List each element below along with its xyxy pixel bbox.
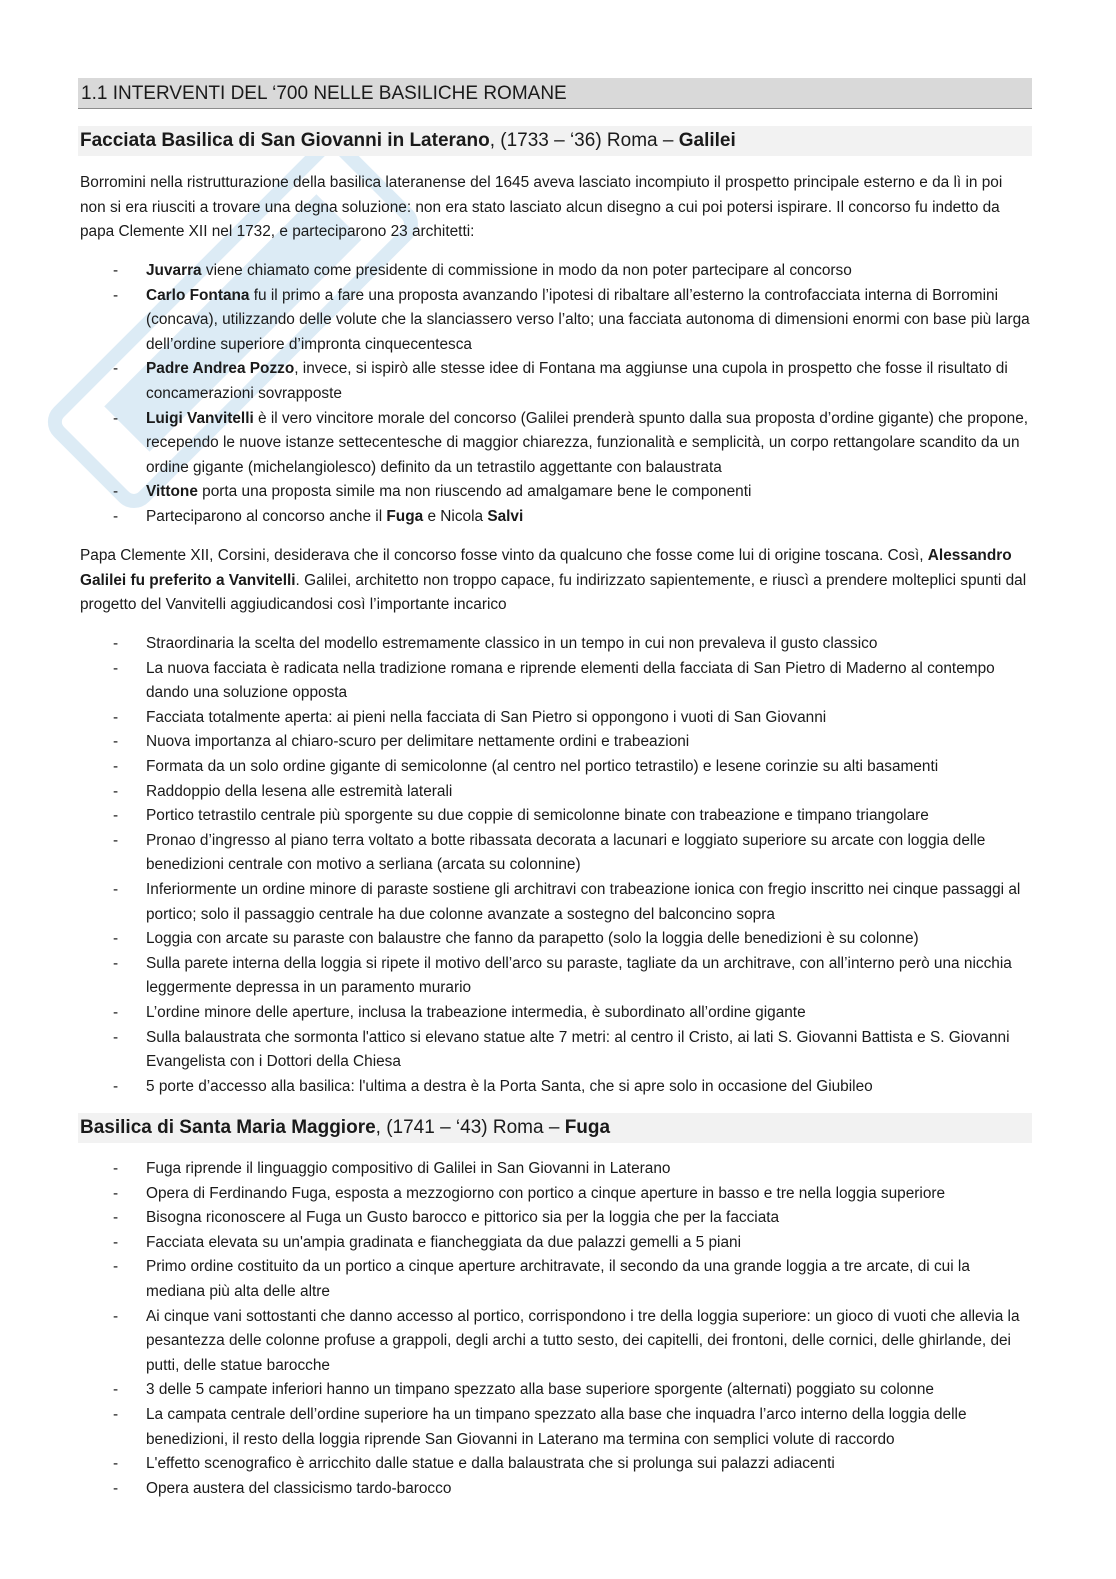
list-item: - 5 porte d’accesso alla basilica: l'ultima a destra è la Porta Santa, che si apre solo in occasione del Giubileo xyxy=(80,1075,1032,1100)
architect-name: Fuga xyxy=(386,507,424,525)
list-item xyxy=(80,357,1032,406)
paragraph-emphasis: Alessandro Galilei fu preferito a Vanvitelli xyxy=(80,547,1012,589)
paragraph-text: Papa Clemente XII, Corsini, desiderava che il concorso fosse vinto da qualcuno che fosse come lui di origine toscana. Così, xyxy=(80,547,928,564)
intro-paragraph: Borromini nella ristrutturazione della basilica lateranense del 1645 aveva lasciato incompiuto il prospetto principale esterno e da lì in poi non si era riusciti a trovare una degna soluzione: non era stato lasciato alcun disegno a cui poi potersi ispirare. Il concorso fu indetto da papa Clemente XII nel 1732, e parteciparono 23 architetti: xyxy=(80,174,1003,241)
list-item: - Facciata elevata su un'ampia gradinata e fiancheggiata da due palazzi gemelli a 5 piani xyxy=(80,1231,1032,1256)
section-dates: , (1741 – ‘43) Roma – xyxy=(375,1117,565,1138)
architect-name: Salvi xyxy=(487,507,524,525)
architect-name: Juvarra xyxy=(146,262,202,279)
section-heading-san-giovanni xyxy=(78,126,1032,156)
list-item: - Pronao d’ingresso al piano terra voltato a botte ribassata decorata a lacunari e loggiato superiore su arcate con loggia delle benedizioni centrale con motivo a serliana (arcata su colonnine) xyxy=(80,829,1032,878)
list-item: - La campata centrale dell’ordine superiore ha un timpano spezzato alla base che inquadra l’arco interno della loggia delle benedizioni, il resto della loggia riprende San Giovanni in Laterano ma termina con semplici volute di raccordo xyxy=(80,1403,1032,1452)
architects-list xyxy=(80,259,1032,530)
architect-text: è il vero vincitore morale del concorso (Galilei prenderà spunto dalla sua proposta d’ordine gigante) che propone, recependo le nuove istanze settecentesche di maggior chiarezza, funzionalità e semplicità, un corpo rettangolare scandito da un ordine gigante (michelangiolesco) definito da un tetrastilo aggettante con balaustrata xyxy=(146,409,1029,476)
list-item: - Bisogna riconoscere al Fuga un Gusto barocco e pittorico sia per la loggia che per la facciata xyxy=(80,1206,1032,1231)
list-item: - Opera austera del classicismo tardo-barocco xyxy=(80,1477,1032,1502)
list-item xyxy=(80,407,1032,481)
galilei-paragraph xyxy=(80,544,1030,618)
list-item: - Raddoppio della lesena alle estremità laterali xyxy=(80,780,1032,805)
list-item: - Formata da un solo ordine gigante di semicolonne (al centro nel portico tetrastilo) e lesene corinzie su alti basamenti xyxy=(80,755,1032,780)
list-item: - L’ordine minore delle aperture, inclusa la trabeazione intermedia, è subordinato all’ordine gigante xyxy=(80,1001,1032,1026)
list-item: - Opera di Ferdinando Fuga, esposta a mezzogiorno con portico a cinque aperture in basso e tre nella loggia superiore xyxy=(80,1182,1032,1207)
architect-text: , invece, si ispirò alle stesse idee di Fontana ma aggiunse una cupola in prospetto che fosse il risultato di concamerazioni sovrapposte xyxy=(146,360,1008,402)
section-title: Basilica di Santa Maria Maggiore xyxy=(80,1117,376,1138)
section-dates: , (1733 – ‘36) Roma – xyxy=(489,130,679,151)
list-item: - Sulla parete interna della loggia si ripete il motivo dell’arco su paraste, tagliate da un architrave, con all’interno però una nicchia leggermente depressa in un paramento murario xyxy=(80,952,1032,1001)
section-title: Facciata Basilica di San Giovanni in Laterano xyxy=(80,130,490,151)
section-author: Fuga xyxy=(564,1117,611,1138)
list-item: - Primo ordine costituito da un portico a cinque aperture architravate, il secondo da una grande loggia a tre arcate, di cui la mediana più alta delle altre xyxy=(80,1255,1032,1304)
architect-name: Padre Andrea Pozzo xyxy=(146,360,295,378)
list-item xyxy=(80,480,1032,505)
section-heading-santa-maria xyxy=(78,1113,1032,1143)
paragraph-text: . Galilei, architetto non troppo capace, fu indirizzato sapientemente, e riuscì a prendere molteplici spunti dal progetto del Vanvitelli aggiudicandosi così l’importante incarico xyxy=(80,571,1027,614)
architect-text: viene chiamato come presidente di commissione in modo da non poter partecipare al concorso xyxy=(201,262,852,279)
architect-name: Vittone xyxy=(146,483,198,501)
santa-maria-features-list xyxy=(80,1157,1032,1501)
list-item: - Sulla balaustrata che sormonta l'attico si elevano statue alte 7 metri: al centro il Cristo, ai lati S. Giovanni Battista e S. Giovanni Evangelista con i Dottori della Chiesa xyxy=(80,1026,1032,1075)
list-item: - Inferiormente un ordine minore di paraste sostiene gli architravi con trabeazione ionica con fregio inscritto nei cinque passaggi al portico; solo il passaggio centrale ha due colonne avanzate a sostegno del balconcino sopra xyxy=(80,878,1032,927)
list-item xyxy=(80,505,1032,530)
list-item: - Portico tetrastilo centrale più sporgente su due coppie di semicolonne binate con trabeazione e timpano triangolare xyxy=(80,804,1032,829)
list-item: - L'effetto scenografico è arricchito dalle statue e dalla balaustrata che si prolunga sui palazzi adiacenti xyxy=(80,1452,1032,1477)
architect-name: Luigi Vanvitelli xyxy=(146,409,254,427)
list-item xyxy=(80,284,1032,358)
list-item: - Nuova importanza al chiaro-scuro per delimitare nettamente ordini e trabeazioni xyxy=(80,730,1032,755)
architect-text: fu il primo a fare una proposta avanzando l’ipotesi di ribaltare all’esterno la controfacciata interna di Borromini (concava), utilizzando delle volute che la slanciassero verso l’alto; una facciata autonoma di dimensioni enormi con base più larga dell’ordine superiore d’impronta cinquecentesca xyxy=(146,286,1030,353)
list-item xyxy=(80,259,1032,284)
others-text: e Nicola xyxy=(423,507,488,525)
list-item: - Ai cinque vani sottostanti che danno accesso al portico, corrispondono i tre della loggia superiore: un gioco di vuoti che allevia la pesantezza delle colonne profuse a grappoli, degli archi a tutto sesto, dei capitelli, dei frontoni, delle cornici, delle ghirlande, dei putti, delle statue barocche xyxy=(80,1305,1032,1379)
list-item: - Facciata totalmente aperta: ai pieni nella facciata di San Pietro si oppongono i vuoti di San Giovanni xyxy=(80,706,1032,731)
list-item: - Loggia con arcate su paraste con balaustre che fanno da parapetto (solo la loggia delle benedizioni è su colonne) xyxy=(80,927,1032,952)
list-item: - La nuova facciata è radicata nella tradizione romana e riprende elementi della facciata di San Pietro di Maderno al contempo dando una soluzione opposta xyxy=(80,657,1032,706)
list-item: - Straordinaria la scelta del modello estremamente classico in un tempo in cui non prevaleva il gusto classico xyxy=(80,632,1032,657)
architect-name: Carlo Fontana xyxy=(146,286,250,304)
section-author: Galilei xyxy=(678,130,736,151)
architect-text: porta una proposta simile ma non riuscendo ad amalgamare bene le componenti xyxy=(197,483,752,501)
facade-features-list xyxy=(80,632,1032,1099)
others-text: Parteciparono al concorso anche il xyxy=(146,507,387,525)
list-item: - Fuga riprende il linguaggio compositivo di Galilei in San Giovanni in Laterano xyxy=(80,1157,1032,1182)
list-item: - 3 delle 5 campate inferiori hanno un timpano spezzato alla base superiore sporgente (alternati) poggiato su colonne xyxy=(80,1378,1032,1403)
chapter-heading: 1.1 INTERVENTI DEL ‘700 NELLE BASILICHE ROMANE xyxy=(78,78,1032,109)
